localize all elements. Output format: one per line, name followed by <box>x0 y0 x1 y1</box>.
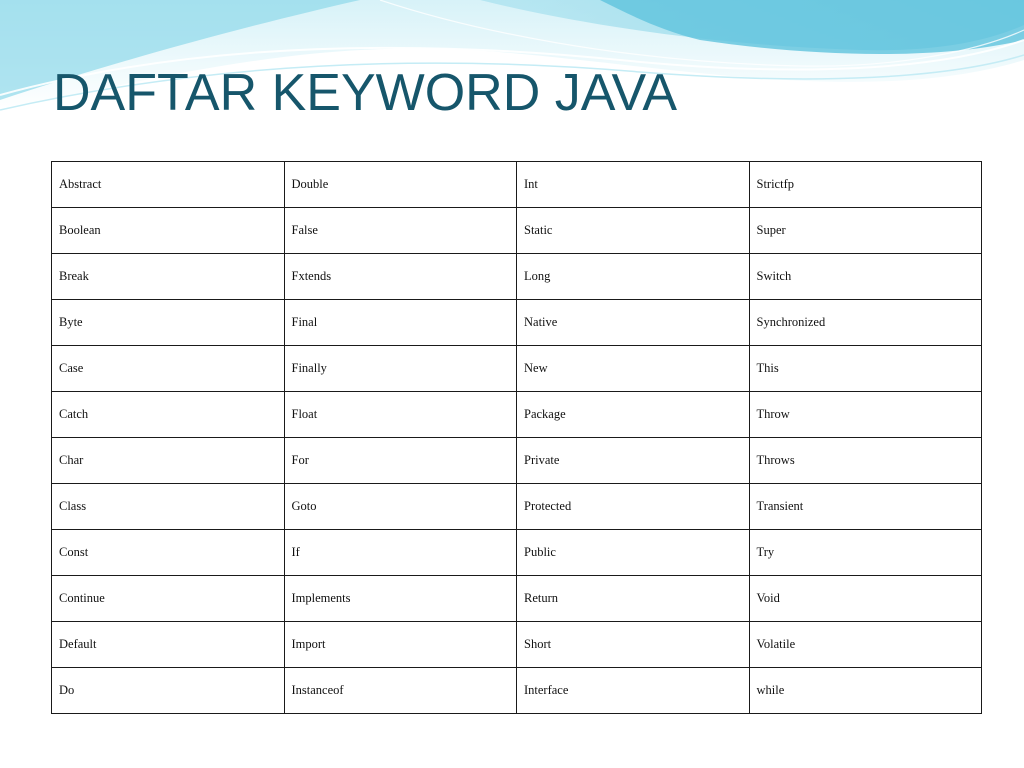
keyword-cell: Interface <box>517 668 750 714</box>
keyword-cell: while <box>749 668 982 714</box>
table-row <box>52 622 982 668</box>
keyword-cell: Short <box>517 622 750 668</box>
keyword-cell: Finally <box>284 346 517 392</box>
table-row <box>52 162 982 208</box>
keyword-cell: Boolean <box>52 208 285 254</box>
table-row <box>52 576 982 622</box>
table-row <box>52 484 982 530</box>
table-row <box>52 392 982 438</box>
table-row <box>52 438 982 484</box>
table-row <box>52 254 982 300</box>
keyword-cell: Public <box>517 530 750 576</box>
keyword-cell: Return <box>517 576 750 622</box>
keyword-cell: Catch <box>52 392 285 438</box>
keyword-cell: False <box>284 208 517 254</box>
keyword-cell: Throw <box>749 392 982 438</box>
keyword-cell: Synchronized <box>749 300 982 346</box>
keyword-cell: Abstract <box>52 162 285 208</box>
keyword-cell: Implements <box>284 576 517 622</box>
table-row <box>52 530 982 576</box>
keyword-cell: Int <box>517 162 750 208</box>
keyword-cell: Do <box>52 668 285 714</box>
keyword-cell: Double <box>284 162 517 208</box>
keyword-table <box>51 161 982 714</box>
table-row <box>52 668 982 714</box>
table-row <box>52 208 982 254</box>
keyword-cell: Char <box>52 438 285 484</box>
keyword-cell: For <box>284 438 517 484</box>
keyword-cell: Case <box>52 346 285 392</box>
keyword-cell: Instanceof <box>284 668 517 714</box>
keyword-cell: Void <box>749 576 982 622</box>
keyword-cell: Float <box>284 392 517 438</box>
keyword-cell: If <box>284 530 517 576</box>
keyword-cell: Private <box>517 438 750 484</box>
keyword-cell: Continue <box>52 576 285 622</box>
keyword-cell: New <box>517 346 750 392</box>
keyword-cell: Static <box>517 208 750 254</box>
keyword-cell: Package <box>517 392 750 438</box>
keyword-cell: This <box>749 346 982 392</box>
keyword-cell: Native <box>517 300 750 346</box>
keyword-cell: Default <box>52 622 285 668</box>
keyword-cell: Protected <box>517 484 750 530</box>
keyword-cell: Break <box>52 254 285 300</box>
table-row <box>52 346 982 392</box>
keyword-table-body <box>52 162 982 714</box>
keyword-cell: Final <box>284 300 517 346</box>
keyword-cell: Volatile <box>749 622 982 668</box>
keyword-cell: Const <box>52 530 285 576</box>
keyword-cell: Byte <box>52 300 285 346</box>
keyword-cell: Super <box>749 208 982 254</box>
keyword-cell: Fxtends <box>284 254 517 300</box>
slide-title: DAFTAR KEYWORD JAVA <box>53 64 678 122</box>
keyword-cell: Transient <box>749 484 982 530</box>
keyword-cell: Switch <box>749 254 982 300</box>
keyword-cell: Class <box>52 484 285 530</box>
keyword-cell: Import <box>284 622 517 668</box>
table-row <box>52 300 982 346</box>
keyword-cell: Goto <box>284 484 517 530</box>
keyword-cell: Throws <box>749 438 982 484</box>
keyword-cell: Try <box>749 530 982 576</box>
keyword-cell: Long <box>517 254 750 300</box>
keyword-cell: Strictfp <box>749 162 982 208</box>
